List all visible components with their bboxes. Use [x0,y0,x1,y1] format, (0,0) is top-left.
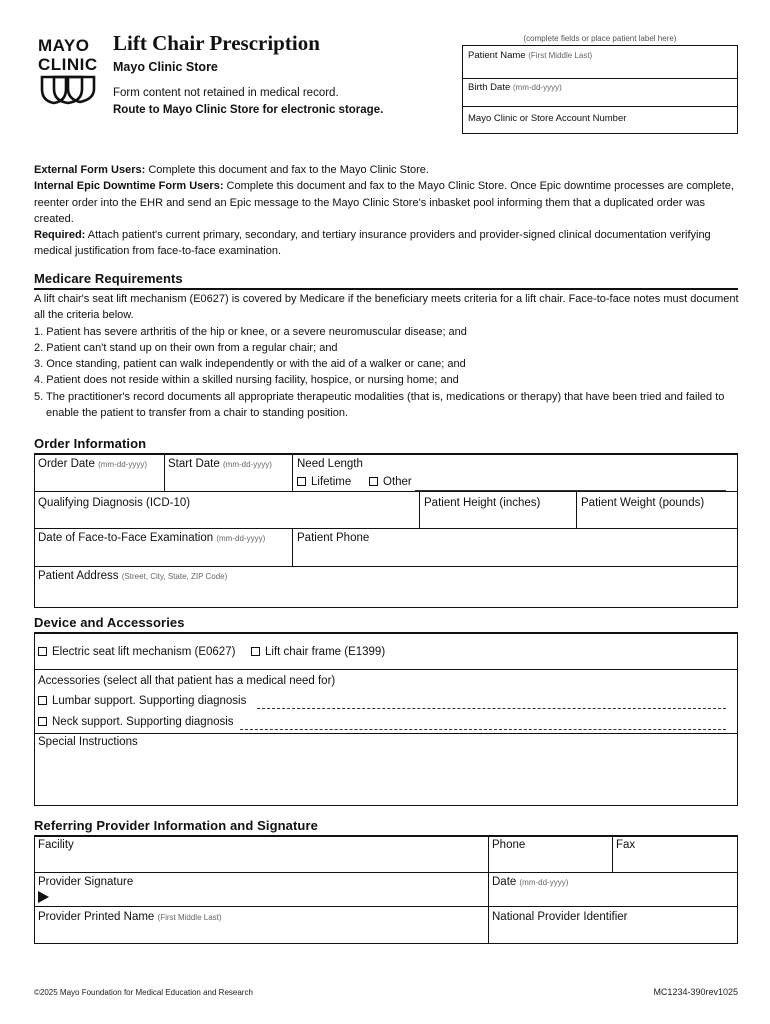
signature-date-label: Date [492,876,517,888]
criterion-1: 1. Patient has severe arthritis of the hip or knee, or a severe neuromuscular disease; and [34,325,467,338]
printed-name-label: Provider Printed Name [38,911,155,923]
order-date-label: Order Date [38,458,95,470]
other-checkbox[interactable] [369,477,378,486]
chair-frame-label: Lift chair frame (E1399) [265,646,386,658]
patient-phone-field[interactable]: Patient Phone [297,532,370,544]
order-date-field[interactable] [38,458,147,470]
form-title: Lift Chair Prescription [113,31,320,55]
routing-note: Route to Mayo Clinic Store for electronic storage. [113,104,384,116]
signature-date-hint: (mm-dd-yyyy) [519,878,569,887]
start-date-field[interactable] [168,458,272,470]
lifetime-option[interactable] [297,476,351,488]
accessories-label: Accessories (select all that patient has a medical need for) [38,675,336,687]
patient-name-label: Patient Name [468,50,526,61]
npi-field[interactable]: National Provider Identifier [492,911,628,923]
electric-lift-label: Electric seat lift mechanism (E0627) [52,646,236,658]
chair-frame-checkbox[interactable] [251,647,260,656]
lumbar-diagnosis-line[interactable] [257,708,726,709]
criterion-3: 3. Once standing, patient can walk independently or with the aid of a walker or cane; and [34,358,466,371]
other-line[interactable] [415,490,726,491]
diagnosis-field[interactable]: Qualifying Diagnosis (ICD-10) [38,497,191,509]
provider-phone-field[interactable]: Phone [492,839,526,851]
medicare-intro: A lift chair's seat lift mechanism (E0627) is covered by Medicare if the beneficiary meets criteria for a lift chair. Face-to-face notes must document all the criteria below. [34,293,739,322]
patient-box-caption: (complete fields or place patient label here) [523,34,677,43]
start-date-hint: (mm-dd-yyyy) [222,460,272,469]
copyright: ©2025 Mayo Foundation for Medical Education and Research [34,988,253,997]
logo-line-2: CLINIC [38,55,98,74]
neck-diagnosis-line[interactable] [240,729,726,730]
facility-field[interactable]: Facility [38,839,74,851]
printed-name-hint: (First Middle Last) [157,913,222,922]
birth-date-label: Birth Date [468,82,511,93]
account-number-field[interactable]: Mayo Clinic or Store Account Number [468,113,627,124]
signature-date-field[interactable] [492,876,568,888]
start-date-label: Start Date [168,458,220,470]
neck-label: Neck support. Supporting diagnosis [52,716,234,728]
f2f-date-hint: (mm-dd-yyyy) [216,534,266,543]
f2f-date-label: Date of Face-to-Face Examination [38,532,214,544]
external-users-instruction: External Form Users: Complete this document and fax to the Mayo Clinic Store. [34,164,429,176]
sign-here-arrow-icon [38,891,49,903]
device-section-title: Device and Accessories [34,615,185,630]
criterion-4: 4. Patient does not reside within a skilled nursing facility, hospice, or nursing home; and [34,374,459,387]
lumbar-checkbox[interactable] [38,696,47,705]
instructions [34,162,739,260]
patient-name-field[interactable] [468,50,592,61]
need-length-label: Need Length [297,458,363,470]
form-code: MC1234-390rev1025 [653,987,738,997]
mayo-clinic-logo [38,36,98,74]
height-field[interactable]: Patient Height (inches) [424,497,541,509]
electric-lift-checkbox[interactable] [38,647,47,656]
neck-option[interactable] [38,716,234,728]
other-label: Other [383,476,412,488]
criterion-2: 2. Patient can't stand up on their own from a regular chair; and [34,341,338,354]
order-section-title: Order Information [34,436,147,451]
required-instruction: Required: Attach patient's current primary, secondary, and tertiary insurance providers and provider-signed clinical documentation verifying medical justification from face-to-face examination. [34,229,711,258]
lumbar-label: Lumbar support. Supporting diagnosis [52,695,247,707]
other-option[interactable] [369,476,412,488]
patient-address-field[interactable] [38,570,227,582]
provider-section-title: Referring Provider Information and Signature [34,818,318,833]
address-label: Patient Address [38,570,119,582]
lumbar-option[interactable] [38,695,246,707]
chair-frame-option[interactable] [251,646,385,658]
mayo-shield-icon [40,75,96,105]
birth-date-hint: (mm-dd-yyyy) [512,83,562,92]
lifetime-checkbox[interactable] [297,477,306,486]
form-subtitle: Mayo Clinic Store [113,60,218,74]
provider-table [34,836,738,944]
patient-name-hint: (First Middle Last) [528,51,593,60]
internal-users-instruction: Internal Epic Downtime Form Users: Complete this document and fax to the Mayo Clinic Store. Once Epic downtime processes are complete, reenter order into the EHR and send an Epic message to the Mayo Clinic Store's inbasket pool informing them that a duplicated order was created. [34,180,735,225]
logo-line-1: MAYO [38,36,90,55]
criterion-5: 5. The practitioner's record documents all appropriate therapeutic modalities (that is, medications or therapy) that have been tried and failed to enable the patient to transfer from a chair to standing position. [34,390,725,420]
provider-printed-name-field[interactable] [38,911,222,923]
special-instructions-field[interactable]: Special Instructions [38,736,138,748]
lifetime-label: Lifetime [311,476,352,488]
provider-signature-field[interactable]: Provider Signature [38,876,134,888]
medicare-criteria [34,291,739,421]
address-hint: (Street, City, State, ZIP Code) [121,572,228,581]
provider-fax-field[interactable]: Fax [616,839,636,851]
birth-date-field[interactable] [468,82,562,93]
record-note: Form content not retained in medical record. [113,87,339,99]
weight-field[interactable]: Patient Weight (pounds) [581,497,705,509]
order-date-hint: (mm-dd-yyyy) [98,460,147,469]
f2f-date-field[interactable] [38,532,265,544]
neck-checkbox[interactable] [38,717,47,726]
medicare-section-title: Medicare Requirements [34,271,183,286]
electric-lift-option[interactable] [38,646,235,658]
